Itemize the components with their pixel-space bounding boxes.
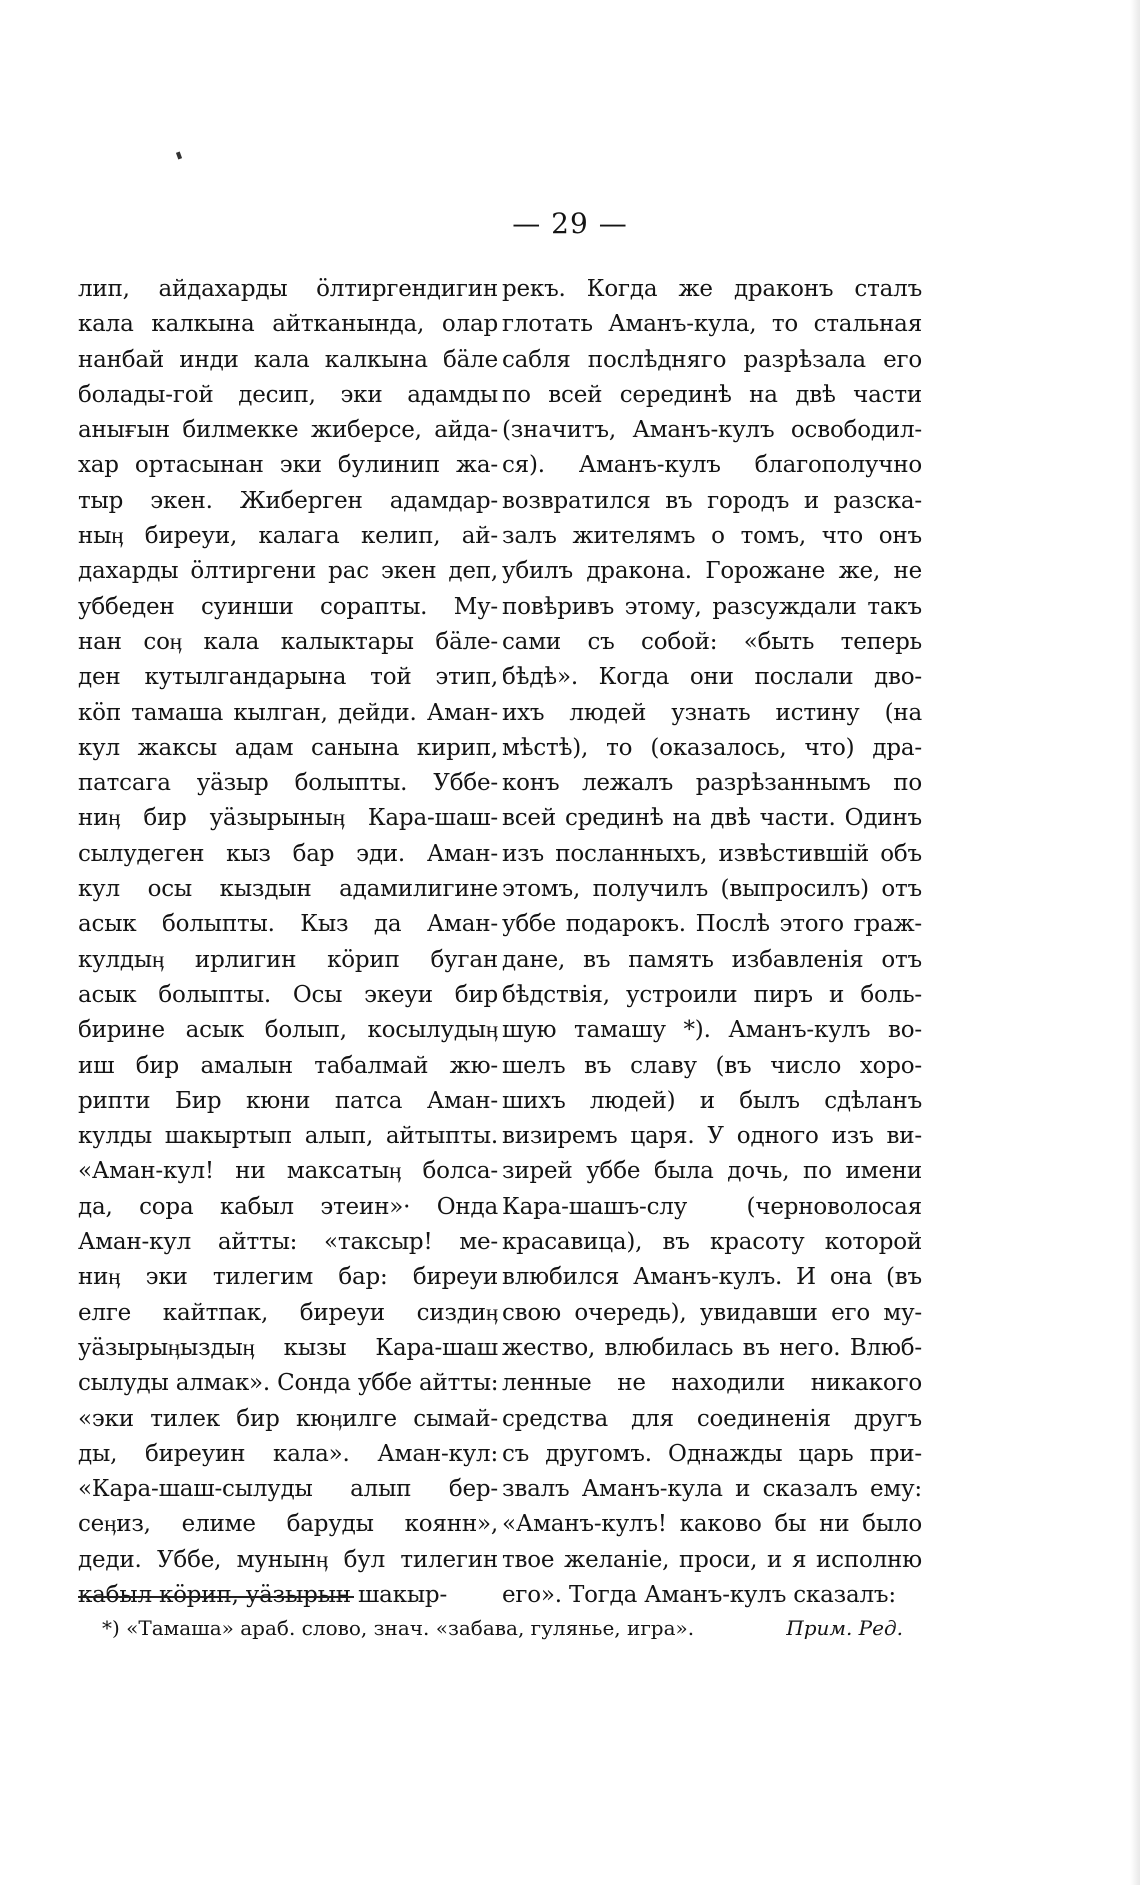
text-line: Аман-кул айтты: «таксыр! ме- (78, 1229, 498, 1256)
text-line: сылуды алмак». Сонда уббе айтты: (78, 1370, 498, 1397)
text-line: нан соӊ кала калыктары бӓле- (78, 628, 498, 655)
text-line: убилъ дракона. Горожане же, не (502, 558, 922, 585)
text-line: уӓзырыӊыздыӊ кызы Кара-шаш (78, 1334, 498, 1361)
text-line: кул осы кыздын адамилигине (78, 876, 498, 903)
text-line: «Кара-шаш-сылуды алып бер- (78, 1476, 498, 1503)
text-line: «Аманъ-кулъ! каково бы ни было (502, 1511, 922, 1538)
text-line: «Аман-кул! ни максатыӊ болса- (78, 1158, 498, 1185)
left-column-kazakh-text (78, 272, 498, 1613)
text-line: этомъ, получилъ (выпросилъ) отъ (502, 876, 922, 903)
footnote-divider (78, 1596, 354, 1598)
text-line: рипти Бир кюни патса Аман- (78, 1087, 498, 1114)
print-speck (176, 152, 182, 160)
text-line: глотать Аманъ-кула, то стальная (502, 311, 922, 338)
text-line: шихъ людей) и былъ сдѣланъ (502, 1087, 922, 1114)
text-line: повѣривъ этому, разсуждали такъ (502, 593, 922, 620)
page-number: — 29 — (512, 207, 628, 240)
text-line: асык болыпты. Осы экеуи бир (78, 981, 498, 1008)
text-line: красавица), въ красоту которой (502, 1229, 922, 1256)
text-line: конъ лежалъ разрѣзаннымъ по (502, 770, 922, 797)
text-line: кул жаксы адам санына кирип, (78, 734, 498, 761)
page-edge-shadow (1130, 0, 1140, 1885)
text-line: «эки тилек бир кюӊилге сымай- (78, 1405, 498, 1432)
text-line: дахарды ӧлтиргени рас экен деп, (78, 558, 498, 585)
text-line: патсага уӓзыр болыпты. Уббе- (78, 770, 498, 797)
text-line: елге кайтпак, биреуи сиздиӊ (78, 1299, 498, 1326)
text-line: кӧп тамаша кылган, дейди. Аман- (78, 699, 498, 726)
text-line: залъ жителямъ о томъ, что онъ (502, 523, 922, 550)
text-line: ден кутылгандарына той этип, (78, 664, 498, 691)
footnote-text: *) «Тамаша» араб. слово, знач. «забава, гулянье, игра». (102, 1616, 695, 1640)
text-line: кабыл кӧрип, уӓзырын шакыр- (78, 1581, 448, 1608)
text-line: бирине асык болып, косылудыӊ (78, 1017, 498, 1044)
text-line: хар ортасынан эки булинип жа- (78, 452, 498, 479)
text-line: ленные не находили никакого (502, 1370, 922, 1397)
text-line: сами съ собой: «быть теперь (502, 628, 922, 655)
text-line: ныӊ биреуи, калага келип, ай- (78, 523, 498, 550)
footnote-editor-credit: Прим. Ред. (786, 1616, 903, 1640)
text-line: сабля послѣдняго разрѣзала его (502, 346, 922, 373)
text-line: ды, биреуин кала». Аман-кул: (78, 1440, 498, 1467)
text-line: иш бир амалын табалмай жю- (78, 1052, 498, 1079)
text-line: жество, влюбилась въ него. Влюб- (502, 1334, 922, 1361)
text-line: анығын билмекке жиберсе, айда- (78, 417, 498, 444)
text-line: тыр экен. Жиберген адамдар- (78, 487, 498, 514)
text-line: средства для соединенія другъ (502, 1405, 922, 1432)
right-column-russian-translation (502, 272, 922, 1613)
text-line: ниӊ эки тилегим бар: биреуи (78, 1264, 498, 1291)
text-line: ниӊ бир уӓзырыныӊ Кара-шаш- (78, 805, 498, 832)
text-line: да, сора кабыл этеин»· Онда (78, 1193, 498, 1220)
text-line: съ другомъ. Однажды царь при- (502, 1440, 922, 1467)
text-line: визиремъ царя. У одного изъ ви- (502, 1123, 922, 1150)
text-line: всей срединѣ на двѣ части. Одинъ (502, 805, 922, 832)
text-line: по всей серединѣ на двѣ части (502, 381, 922, 408)
text-line: бѣдствія, устроили пиръ и боль- (502, 981, 922, 1008)
text-line: кала калкына айтканында, олар (78, 311, 498, 338)
text-line: асык болыпты. Кыз да Аман- (78, 911, 498, 938)
text-line: уббеден суинши сорапты. Му- (78, 593, 498, 620)
text-line: шелъ въ славу (въ число хоро- (502, 1052, 922, 1079)
text-line: зирей уббе была дочь, по имени (502, 1158, 922, 1185)
text-line: сылудеген кыз бар эди. Аман- (78, 840, 498, 867)
text-line: твое желаніе, проси, и я исполню (502, 1546, 922, 1573)
text-line: мѣстѣ), то (оказалось, что) дра- (502, 734, 922, 761)
text-line: кулды шакыртып алып, айтыпты. (78, 1123, 498, 1150)
text-line: изъ посланныхъ, извѣстившій объ (502, 840, 922, 867)
text-line: нанбай инди кала калкына бӓле (78, 346, 498, 373)
text-line: сеӊиз, елиме баруды коянн», (78, 1511, 498, 1538)
text-line: влюбился Аманъ-кулъ. И она (въ (502, 1264, 922, 1291)
text-line: Кара-шашъ-слу (черноволосая (502, 1193, 922, 1220)
text-line: возвратился въ городъ и разска- (502, 487, 922, 514)
text-line: бѣдѣ». Когда они послали дво- (502, 664, 922, 691)
text-line: его». Тогда Аманъ-кулъ сказалъ: (502, 1581, 896, 1608)
text-line: уббе подарокъ. Послѣ этого граж- (502, 911, 922, 938)
text-line: деди. Уббе, мунынӊ бул тилегин (78, 1546, 498, 1573)
text-line: звалъ Аманъ-кула и сказалъ ему: (502, 1476, 922, 1503)
text-line: дане, въ память избавленія отъ (502, 946, 922, 973)
text-line: болады-гой десип, эки адамды (78, 381, 498, 408)
text-line: свою очередь), увидавши его му- (502, 1299, 922, 1326)
text-line: кулдыӊ ирлигин кӧрип буган (78, 946, 498, 973)
text-line: шую тамашу *). Аманъ-кулъ во- (502, 1017, 922, 1044)
text-line: ихъ людей узнать истину (на (502, 699, 922, 726)
text-line: (значитъ, Аманъ-кулъ освободил- (502, 417, 922, 444)
text-line: ся). Аманъ-кулъ благополучно (502, 452, 922, 479)
text-line: рекъ. Когда же драконъ сталъ (502, 276, 922, 302)
text-line: лип, айдахарды ӧлтиргендигин (78, 276, 498, 302)
